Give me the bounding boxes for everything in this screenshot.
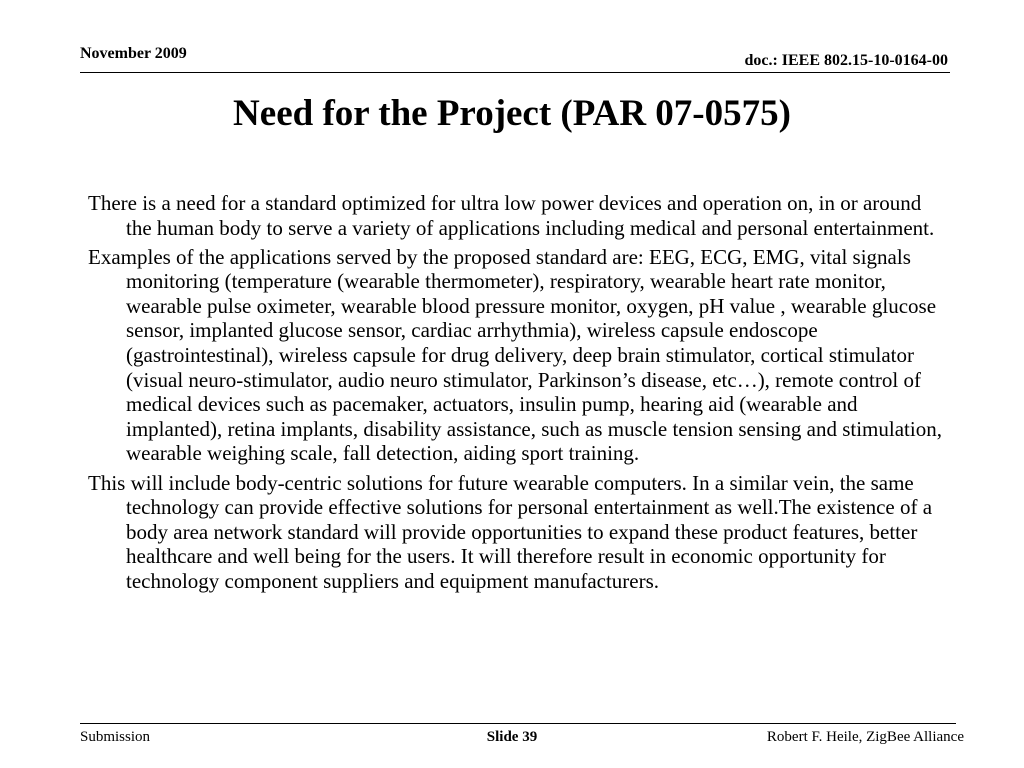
footer-submission: Submission bbox=[80, 729, 151, 745]
body-paragraph-1: There is a need for a standard optimized for ultra low power devices and operation on, in or around the human body to serve a variety of applications including medical and personal entertainment. bbox=[88, 191, 935, 240]
body-paragraph-3: This will include body-centric solutions for future wearable computers. In a similar vein, the same technology can provide effective solutions for personal entertainment as well.The existence of a body area network standard will provide opportunities to expand these product features, better healthcare and well being for the users. It will therefore result in economic opportunity for technology component suppliers and equipment manufacturers. bbox=[88, 470, 933, 593]
slide-title: Need for the Project (PAR 07-0575) bbox=[233, 93, 791, 134]
footer-slide-number: Slide 39 bbox=[486, 729, 538, 745]
header-doc-id: doc.: IEEE 802.15-10-0164-00 bbox=[744, 52, 948, 69]
header-date: November 2009 bbox=[80, 45, 187, 62]
body-paragraph-2: Examples of the applications served by the proposed standard are: EEG, ECG, EMG, vital signals monitoring (temperature (wearable thermometer), respiratory, wearable heart rate monitor, wearable pulse oximeter, wearable blood pressure monitor, oxygen, pH value , wearable glucose sensor, implanted glucose sensor, cardiac arrhythmia), wireless capsule endoscope (gastrointestinal), wireless capsule for drug delivery, deep brain stimulator, cortical stimulator (visual neuro-stimulator, audio neuro stimulator, Parkinson’s disease, etc…), remote control of medical devices such as pacemaker, actuators, insulin pump, hearing aid (wearable and implanted), retina implants, disability assistance, such as muscle tension sensing and stimulation, wearable weighing scale, fall detection, aiding sport training. bbox=[88, 244, 942, 466]
footer-author: Robert F. Heile, ZigBee Alliance bbox=[766, 729, 964, 745]
slide-body bbox=[88, 191, 948, 598]
footer-divider bbox=[80, 723, 956, 724]
header-divider bbox=[80, 72, 950, 73]
